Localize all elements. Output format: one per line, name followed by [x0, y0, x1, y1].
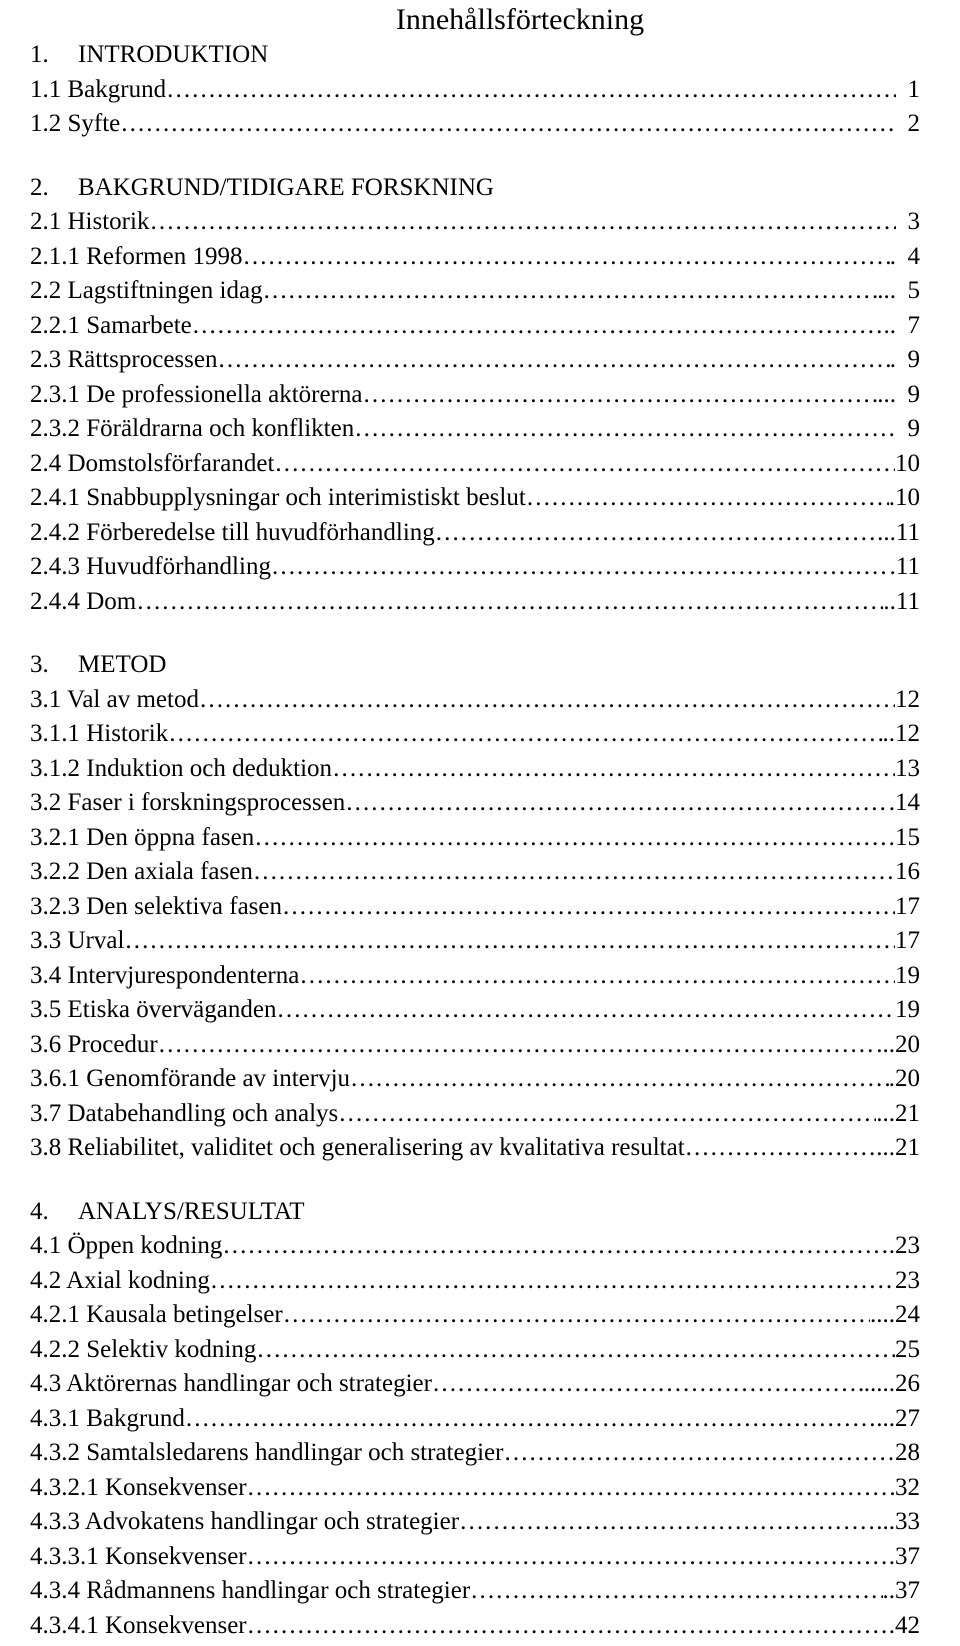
toc-entry — [30, 1131, 920, 1166]
toc-entry-label: 3.2.1 Den öppna fasen — [30, 823, 255, 851]
toc-entry-label: 2.3.2 Föräldrarna och konflikten — [30, 415, 355, 442]
toc-entry-label: 4.3.2.1 Konsekvenser — [30, 1473, 247, 1501]
toc-entry-label: 2.3 Rättsprocessen — [30, 346, 218, 373]
toc-entry-page: 12 — [895, 720, 920, 747]
section-heading — [30, 648, 920, 683]
dot-leader — [247, 1540, 889, 1575]
section-title: ANALYS/RESULTAT — [78, 1197, 305, 1225]
toc-entry-label: 1.2 Syfte — [30, 110, 121, 137]
toc-entry-page: 17 — [895, 927, 920, 954]
toc-entry-dots: . — [889, 553, 896, 580]
dot-leader — [158, 1028, 877, 1063]
toc-entry-label: 2.4.4 Dom — [30, 587, 137, 615]
toc-entry — [30, 1505, 920, 1540]
toc-entry-dots: .. — [883, 311, 896, 339]
dot-leader — [274, 447, 895, 482]
toc-entry-label: 3.2.2 Den axiala fasen — [30, 858, 253, 885]
page-title: Innehållsförteckning — [395, 3, 645, 36]
toc-entry — [30, 1333, 920, 1368]
toc-entry — [30, 1609, 920, 1644]
dot-leader — [185, 1402, 876, 1437]
toc-entry-page: 32 — [895, 1473, 920, 1501]
dot-leader — [470, 1574, 882, 1609]
toc-entry-page: 4 — [907, 242, 920, 270]
toc-entry-page: 2 — [907, 110, 920, 137]
toc-entry — [30, 1097, 920, 1132]
section-number: 3. — [30, 651, 49, 678]
dot-leader — [222, 1229, 888, 1264]
section-title: INTRODUKTION — [78, 41, 269, 68]
toc-entry-label: 3.1.1 Historik — [30, 720, 169, 747]
toc-entry-label: 2.4.2 Förberedelse till huvudförhandling — [30, 518, 435, 546]
toc-entry-label: 4.3.3 Advokatens handlingar och strategier — [30, 1508, 460, 1535]
toc-entry — [30, 890, 920, 925]
toc-entry-page: 37 — [895, 1577, 920, 1604]
toc-entry-dots: ... — [876, 1508, 895, 1535]
toc-entry-page: 17 — [895, 892, 920, 920]
toc-entry-page: 25 — [895, 1335, 920, 1363]
toc-entry-page: 9 — [907, 415, 920, 442]
toc-entry-dots: . — [888, 1232, 895, 1259]
toc-entry-label: 2.1 Historik — [30, 208, 150, 235]
toc-entry — [30, 516, 920, 551]
dot-leader — [124, 924, 895, 959]
toc-entry — [30, 959, 920, 994]
dot-leader — [120, 107, 896, 142]
toc-entry-dots: . — [888, 484, 895, 511]
section-heading — [30, 171, 920, 206]
dot-leader — [256, 1333, 895, 1368]
dot-leader — [345, 786, 889, 821]
toc-entry-page: 9 — [907, 380, 920, 408]
toc-entry-page: 5 — [907, 277, 920, 304]
toc-entry-dots: ... — [877, 518, 896, 546]
dot-leader — [282, 890, 895, 925]
toc-entry-label: 3.6 Procedur — [30, 1030, 158, 1058]
toc-entry-label: 4.2 Axial kodning — [30, 1266, 210, 1294]
toc-entry-label: 4.3.4 Rådmannens handlingar och strategier — [30, 1577, 471, 1604]
toc-entry — [30, 73, 920, 108]
toc-entry-label: 2.4.3 Huvudförhandling — [30, 553, 271, 580]
toc-entry — [30, 1298, 920, 1333]
toc-entry-page: 21 — [895, 1099, 920, 1127]
toc-entry-dots: ... — [876, 1404, 895, 1432]
toc-entry-page: 9 — [907, 346, 920, 373]
dot-leader — [136, 585, 883, 620]
dot-leader — [332, 752, 895, 787]
toc-entry — [30, 240, 920, 275]
section-number: 2. — [30, 173, 49, 201]
toc-entry — [30, 752, 920, 787]
toc-entry-dots: .. — [882, 1577, 895, 1604]
toc-entry-page: 13 — [895, 754, 920, 782]
toc-entry-label: 3.2.3 Den selektiva fasen — [30, 892, 283, 920]
toc-entry — [30, 924, 920, 959]
toc-entry-page: 23 — [895, 1266, 920, 1294]
toc-entry-page: 10 — [895, 449, 920, 477]
toc-entry-dots: ... — [876, 1030, 895, 1058]
toc-entry-page: 24 — [895, 1301, 920, 1328]
toc-entry-page: 3 — [907, 208, 920, 235]
toc-entry-dots: ... — [876, 1099, 895, 1127]
toc-entry-page: 28 — [895, 1439, 920, 1466]
dot-leader — [217, 343, 889, 378]
toc-entry-label: 3.1.2 Induktion och deduktion — [30, 754, 333, 782]
dot-leader — [149, 205, 896, 240]
toc-entry-page: 11 — [895, 518, 920, 546]
section-spacer — [30, 619, 920, 648]
toc-entry — [30, 447, 920, 482]
toc-entry-label: 4.1 Öppen kodning — [30, 1232, 223, 1259]
toc-entry-page: 27 — [895, 1404, 920, 1432]
toc-entry-page: 15 — [895, 823, 920, 851]
dot-leader — [199, 683, 895, 718]
toc-entry-page: 42 — [895, 1611, 920, 1639]
section-heading — [30, 38, 920, 73]
toc-entry-label: 3.2 Faser i forskningsprocessen — [30, 789, 346, 816]
toc-entry-dots: .. — [883, 587, 896, 615]
toc-entry-page: 11 — [895, 553, 920, 580]
toc-entry-label: 4.3.3.1 Konsekvenser — [30, 1542, 247, 1570]
toc-entry-dots: .... — [870, 1301, 895, 1328]
toc-entry-dots: . — [888, 1611, 895, 1639]
toc-entry — [30, 786, 920, 821]
dot-leader — [192, 309, 884, 344]
toc-entry-label: 4.3.4.1 Konsekvenser — [30, 1611, 247, 1639]
toc-entry — [30, 1062, 920, 1097]
toc-entry-label: 4.3 Aktörernas handlingar och strategier — [30, 1370, 432, 1397]
toc-entry-dots: ... — [877, 380, 896, 408]
toc-entry — [30, 1574, 920, 1609]
dot-leader — [338, 1097, 876, 1132]
toc-entry-label: 4.2.2 Selektiv kodning — [30, 1335, 257, 1363]
toc-entry-dots: . — [888, 1065, 895, 1092]
toc-entry — [30, 481, 920, 516]
toc-entry — [30, 1402, 920, 1437]
toc-entry-label: 4.3.2 Samtalsledarens handlingar och strategier — [30, 1439, 504, 1466]
dot-leader — [210, 1264, 895, 1299]
dot-leader — [685, 1131, 877, 1166]
dot-leader — [166, 73, 896, 108]
toc-entry — [30, 274, 920, 309]
toc-entry-label: 3.6.1 Genomförande av intervju — [30, 1065, 351, 1092]
toc-entry-dots: ... — [877, 277, 896, 304]
toc-entry-dots: . — [889, 346, 896, 373]
toc-entry — [30, 412, 920, 447]
toc-entry — [30, 1028, 920, 1063]
toc-entry-dots: . — [889, 242, 896, 270]
toc-entry — [30, 107, 920, 142]
section-number: 1. — [30, 41, 49, 68]
toc-entry-label: 3.4 Intervjurespondenterna — [30, 961, 300, 989]
toc-entry-label: 3.7 Databehandling och analys — [30, 1099, 339, 1127]
toc-entry-page: 19 — [895, 996, 920, 1023]
section-title: METOD — [78, 651, 167, 678]
section-spacer — [30, 1166, 920, 1195]
toc-entry-page: 19 — [895, 961, 920, 989]
toc-entry-label: 2.4.1 Snabbupplysningar och interimistiskt beslut — [30, 484, 526, 511]
toc-entry-page: 23 — [895, 1232, 920, 1259]
dot-leader — [276, 993, 895, 1028]
toc-entry-page: 14 — [895, 789, 920, 816]
toc-entry — [30, 1229, 920, 1264]
dot-leader — [168, 717, 882, 752]
toc-entry — [30, 1436, 920, 1471]
toc-entry-label: 2.1.1 Reformen 1998 — [30, 242, 243, 270]
dot-leader — [354, 412, 896, 447]
toc-entry-label: 1.1 Bakgrund — [30, 75, 167, 103]
section-title: BAKGRUND/TIDIGARE FORSKNING — [78, 173, 494, 201]
toc-entry-label: 4.2.1 Kausala betingelser — [30, 1301, 283, 1328]
dot-leader — [503, 1436, 895, 1471]
toc-entry-dots: ... — [876, 1134, 895, 1161]
toc-entry — [30, 717, 920, 752]
toc-entry-label: 3.5 Etiska överväganden — [30, 996, 277, 1023]
toc-entry-label: 3.8 Reliabilitet, validitet och generalisering av kvalitativa resultat — [30, 1134, 685, 1161]
toc-entry-dots: .. — [882, 720, 895, 747]
toc-entry-dots: . — [888, 1542, 895, 1570]
toc-entry-page: 20 — [895, 1065, 920, 1092]
toc-entry-label: 2.2 Lagstiftningen idag — [30, 277, 263, 304]
toc-entry — [30, 343, 920, 378]
toc-entry-page: 33 — [895, 1508, 920, 1535]
toc-entry-page: 16 — [895, 858, 920, 885]
section-heading — [30, 1195, 920, 1230]
toc-entry-dots: . — [888, 789, 895, 816]
dot-leader — [350, 1062, 889, 1097]
toc-entry — [30, 1264, 920, 1299]
toc-entry-label: 3.1 Val av metod — [30, 685, 199, 713]
toc-entry-page: 20 — [895, 1030, 920, 1058]
toc-entry — [30, 378, 920, 413]
toc-entry-label: 4.3.1 Bakgrund — [30, 1404, 185, 1432]
toc-entry-page: 11 — [895, 587, 920, 615]
toc-entry — [30, 1540, 920, 1575]
toc-entry-page: 12 — [895, 685, 920, 713]
toc-entry-page: 10 — [895, 484, 920, 511]
toc-entry-page: 1 — [907, 75, 920, 103]
toc-entry — [30, 683, 920, 718]
dot-leader — [432, 1367, 864, 1402]
toc-entry — [30, 309, 920, 344]
toc-entry — [30, 1471, 920, 1506]
toc-entry — [30, 855, 920, 890]
dot-leader — [283, 1298, 870, 1333]
table-of-contents — [30, 38, 920, 1643]
toc-entry-page: 26 — [895, 1370, 920, 1397]
dot-leader — [247, 1609, 889, 1644]
toc-entry — [30, 205, 920, 240]
dot-leader — [254, 821, 895, 856]
dot-leader — [299, 959, 895, 994]
dot-leader — [247, 1471, 895, 1506]
dot-leader — [526, 481, 889, 516]
toc-entry — [30, 821, 920, 856]
section-spacer — [30, 142, 920, 171]
section-number: 4. — [30, 1197, 49, 1225]
toc-entry — [30, 585, 920, 620]
toc-entry-label: 2.4 Domstolsförfarandet — [30, 449, 275, 477]
toc-entry-dots: ..... — [863, 1370, 895, 1397]
toc-entry-page: 37 — [895, 1542, 920, 1570]
toc-entry-label: 2.3.1 De professionella aktörerna — [30, 380, 363, 408]
dot-leader — [271, 550, 890, 585]
toc-entry — [30, 1367, 920, 1402]
dot-leader — [459, 1505, 876, 1540]
dot-leader — [363, 378, 878, 413]
toc-entry-page: 7 — [907, 311, 920, 339]
toc-entry-label: 3.3 Urval — [30, 927, 125, 954]
dot-leader — [242, 240, 889, 275]
toc-entry — [30, 993, 920, 1028]
toc-entry-label: 2.2.1 Samarbete — [30, 311, 192, 339]
dot-leader — [263, 274, 878, 309]
toc-entry — [30, 550, 920, 585]
dot-leader — [435, 516, 877, 551]
dot-leader — [253, 855, 895, 890]
toc-entry-page: 21 — [895, 1134, 920, 1161]
